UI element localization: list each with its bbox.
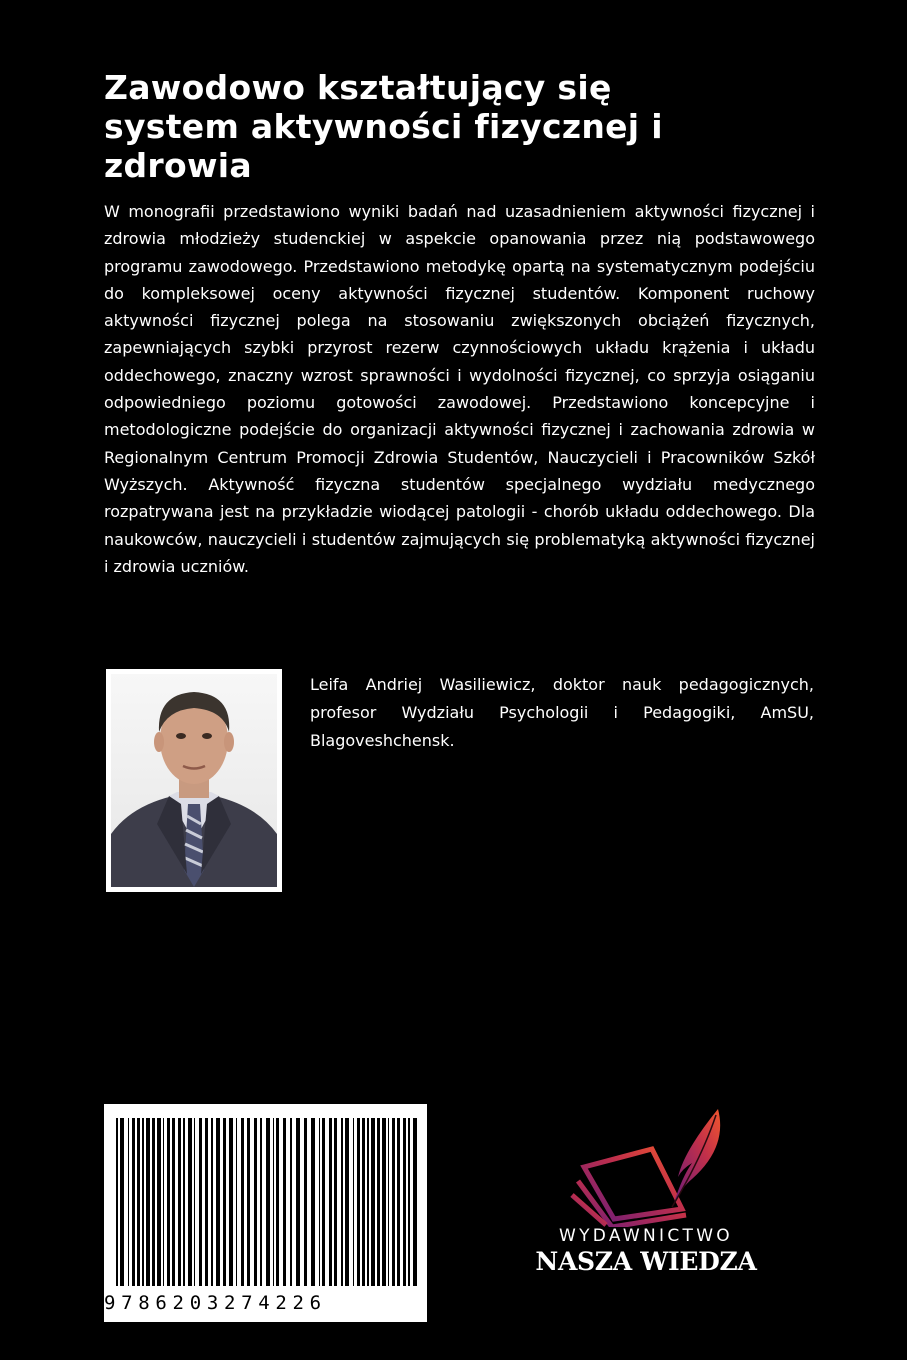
publisher-name: NASZA WIEDZA: [535, 1247, 757, 1276]
book-description: W monografii przedstawiono wyniki badań nad uzasadnieniem aktywności fizycznej i zdrowia młodzieży studenckiej w aspekcie opanowania przez nią podstawowego programu zawodowego. Przedstawiono metodykę opartą na systematycznym podejściu do kompleksowej oceny aktywności fizycznej studentów. Komponent ruchowy aktywności fizycznej polega na stosowaniu zwiększonych obciążeń fizycznych, zapewniających szybki przyrost rezerw czynnościowych układu krążenia i układu oddechowego, znaczny wzrost sprawności i wydolności fizycznej, co sprzyja osiąganiu odpowiedniego poziomu gotowości zawodowej. Przedstawiono koncepcyjne i metodologiczne podejście do organizacji aktywności fizycznej i zachowania zdrowia w Regionalnym Centrum Promocji Zdrowia Studentów, Nauczycieli i Pracowników Szkół Wyższych. Aktywność fizyczna studentów specjalnego wydziału medycznego rozpatrywana jest na przykładzie wiodącej patologii - chorób układu oddechowego. Dla naukowców, nauczycieli i studentów zajmujących się problematyką aktywności fizycznej i zdrowia uczniów.: [104, 202, 815, 576]
isbn-number: 9786203274226: [104, 1292, 327, 1314]
publisher-label: WYDAWNICTWO: [559, 1226, 733, 1246]
publisher-logo: [532, 1107, 760, 1275]
author-photo-frame: [106, 669, 282, 892]
barcode-graphic: [104, 1104, 427, 1322]
title-line-3: zdrowia: [104, 146, 252, 185]
author-photo: [111, 674, 277, 887]
title-line-1: Zawodowo kształtujący się: [104, 68, 612, 107]
barcode: [104, 1104, 427, 1322]
title-line-2: system aktywności fizycznej i: [104, 107, 663, 146]
book-title: [104, 68, 804, 185]
author-bio: Leifa Andriej Wasiliewicz, doktor nauk pedagogicznych, profesor Wydziału Psychologii i Pedagogiki, AmSU, Blagoveshchensk.: [310, 675, 814, 750]
publisher-logo-icon: [532, 1107, 760, 1227]
